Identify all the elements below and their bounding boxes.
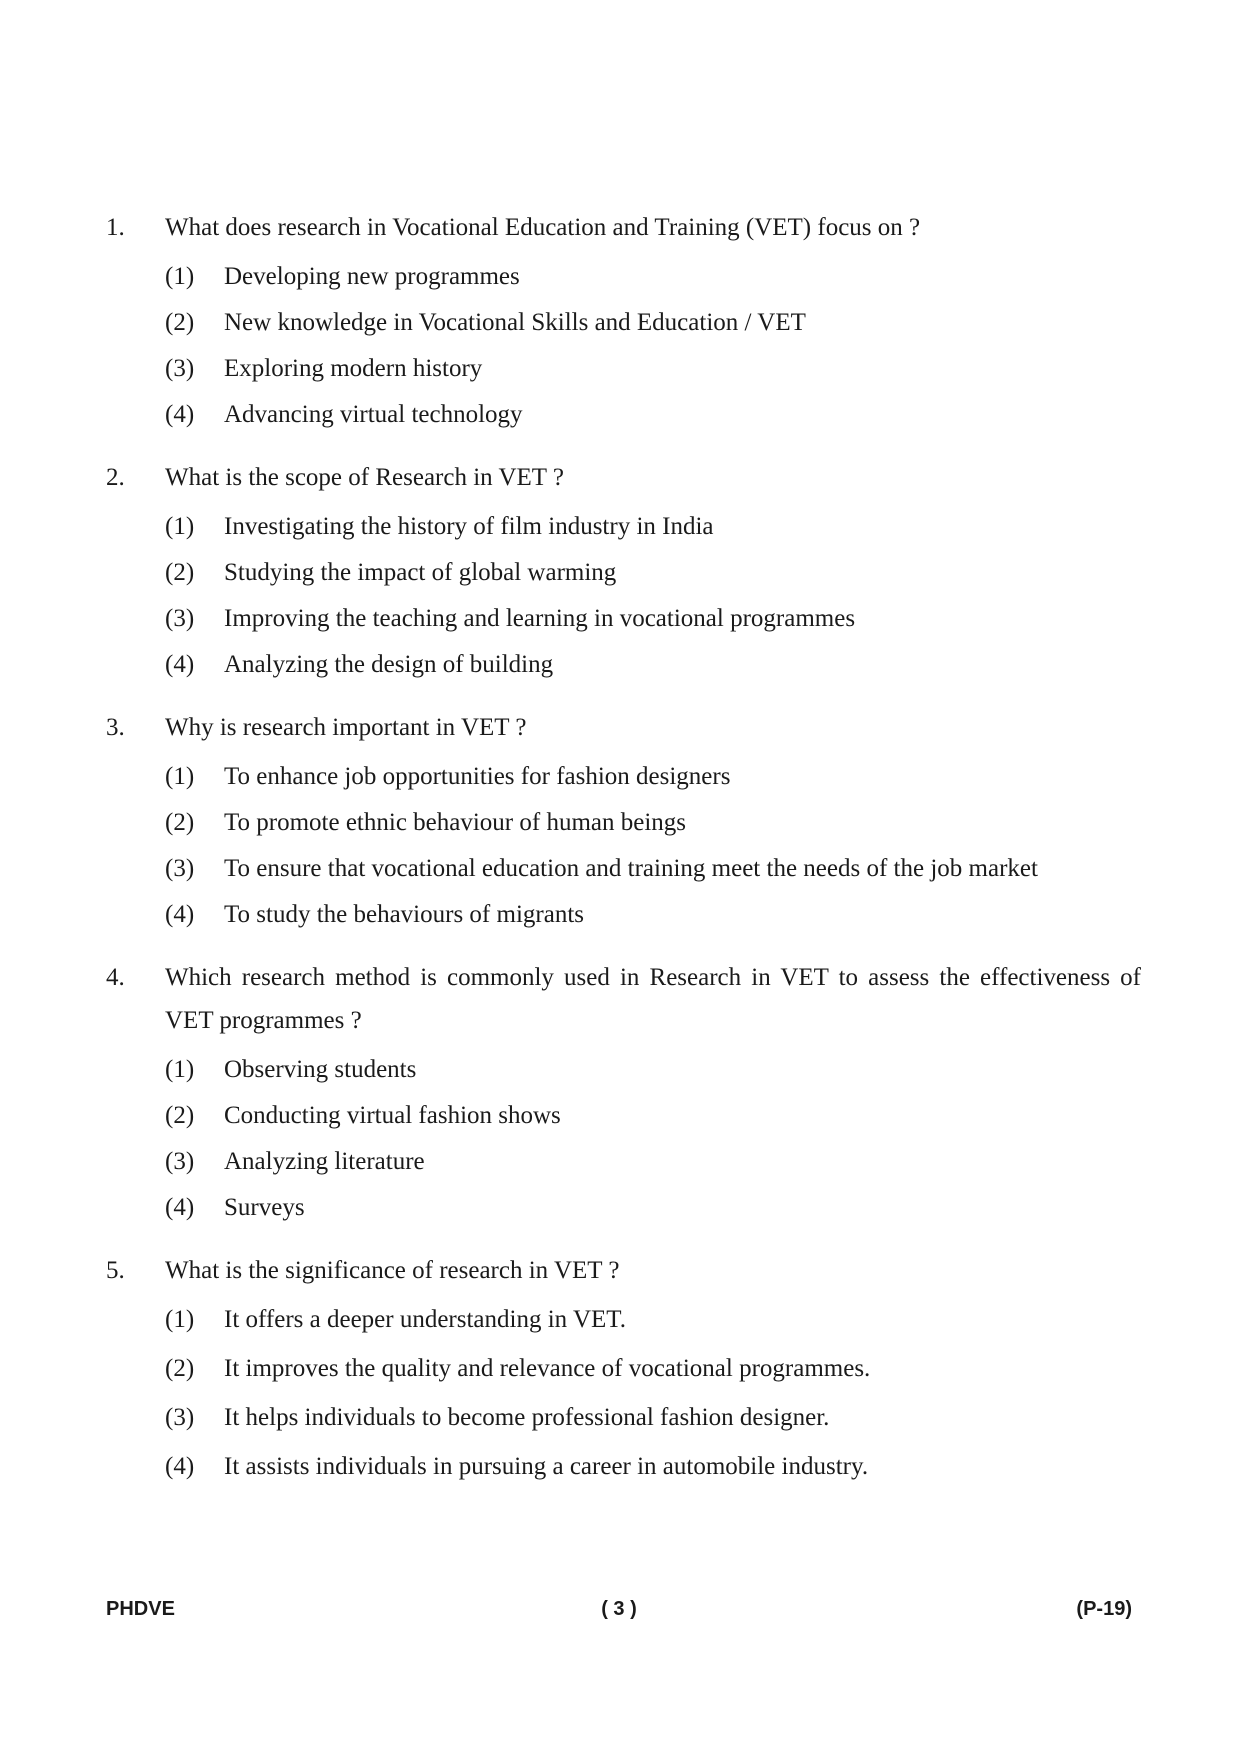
option-number: (2) [165, 1102, 195, 1129]
question-stem [106, 956, 1141, 1042]
option-4 [165, 1186, 1141, 1229]
question-3 [106, 706, 1141, 936]
option-2 [165, 801, 1141, 844]
option-2 [165, 1094, 1141, 1137]
option-text: Observing students [224, 1056, 417, 1083]
option-number: (3) [165, 355, 195, 382]
question-stem [106, 206, 1141, 249]
option-number: (1) [165, 513, 195, 540]
question-stem [106, 1249, 1141, 1292]
option-list [165, 255, 1141, 436]
option-3 [165, 597, 1141, 640]
option-text: Conducting virtual fashion shows [224, 1102, 561, 1129]
question-number: 3. [106, 714, 125, 741]
option-number: (4) [165, 1453, 195, 1480]
option-text: Analyzing the design of building [224, 651, 554, 678]
option-2 [165, 1347, 1141, 1390]
option-1 [165, 755, 1141, 798]
option-number: (4) [165, 901, 195, 928]
option-number: (3) [165, 1404, 195, 1431]
set-code: (P-19) [1076, 1598, 1132, 1620]
option-number: (1) [165, 1056, 195, 1083]
option-text: Analyzing literature [224, 1148, 425, 1175]
option-1 [165, 1048, 1141, 1091]
question-stem [106, 456, 1141, 499]
option-text: To study the behaviours of migrants [224, 901, 584, 928]
option-3 [165, 1396, 1141, 1439]
question-5 [106, 1249, 1141, 1488]
question-text: Why is research important in VET ? [165, 714, 527, 741]
option-list [165, 1048, 1141, 1229]
option-number: (3) [165, 855, 195, 882]
option-4 [165, 893, 1141, 936]
option-text: Improving the teaching and learning in vocational programmes [224, 605, 856, 632]
option-number: (1) [165, 1306, 195, 1333]
question-4 [106, 956, 1141, 1229]
option-3 [165, 1140, 1141, 1183]
question-number: 2. [106, 464, 125, 491]
option-list [165, 505, 1141, 686]
option-text: New knowledge in Vocational Skills and Education / VET [224, 309, 806, 336]
question-number: 1. [106, 214, 125, 241]
option-list [165, 755, 1141, 936]
option-text: Studying the impact of global warming [224, 559, 617, 586]
option-2 [165, 301, 1141, 344]
option-number: (2) [165, 559, 195, 586]
option-2 [165, 551, 1141, 594]
question-text: Which research method is commonly used in Research in VET to assess the effectiveness of VET programmes ? [165, 964, 1141, 1034]
option-3 [165, 847, 1141, 890]
question-list [106, 206, 1141, 1508]
question-number: 4. [106, 964, 125, 991]
question-stem [106, 706, 1141, 749]
option-4 [165, 393, 1141, 436]
option-number: (1) [165, 263, 195, 290]
option-number: (3) [165, 605, 195, 632]
question-text: What does research in Vocational Education and Training (VET) focus on ? [165, 214, 921, 241]
question-text: What is the scope of Research in VET ? [165, 464, 564, 491]
option-text: To promote ethnic behaviour of human beings [224, 809, 687, 836]
option-number: (4) [165, 651, 195, 678]
option-number: (2) [165, 809, 195, 836]
option-1 [165, 505, 1141, 548]
question-2 [106, 456, 1141, 686]
option-4 [165, 1445, 1141, 1488]
question-1 [106, 206, 1141, 436]
option-list [165, 1298, 1141, 1488]
option-text: To ensure that vocational education and training meet the needs of the job market [224, 855, 1038, 882]
option-text: Investigating the history of film industry in India [224, 513, 714, 540]
option-number: (3) [165, 1148, 195, 1175]
question-number: 5. [106, 1257, 125, 1284]
option-number: (4) [165, 401, 195, 428]
option-text: It assists individuals in pursuing a career in automobile industry. [224, 1453, 869, 1480]
option-number: (2) [165, 309, 195, 336]
option-3 [165, 347, 1141, 390]
option-4 [165, 643, 1141, 686]
option-text: Surveys [224, 1194, 305, 1221]
option-1 [165, 1298, 1141, 1341]
option-number: (2) [165, 1355, 195, 1382]
question-text: What is the significance of research in VET ? [165, 1257, 620, 1284]
option-text: Developing new programmes [224, 263, 520, 290]
option-text: It offers a deeper understanding in VET. [224, 1306, 626, 1333]
option-text: Advancing virtual technology [224, 401, 523, 428]
option-number: (1) [165, 763, 195, 790]
option-text: It improves the quality and relevance of vocational programmes. [224, 1355, 871, 1382]
paper-code: PHDVE [106, 1598, 175, 1620]
option-number: (4) [165, 1194, 195, 1221]
option-text: To enhance job opportunities for fashion designers [224, 763, 731, 790]
option-1 [165, 255, 1141, 298]
option-text: It helps individuals to become professional fashion designer. [224, 1404, 830, 1431]
page-number: ( 3 ) [601, 1598, 637, 1620]
option-text: Exploring modern history [224, 355, 483, 382]
